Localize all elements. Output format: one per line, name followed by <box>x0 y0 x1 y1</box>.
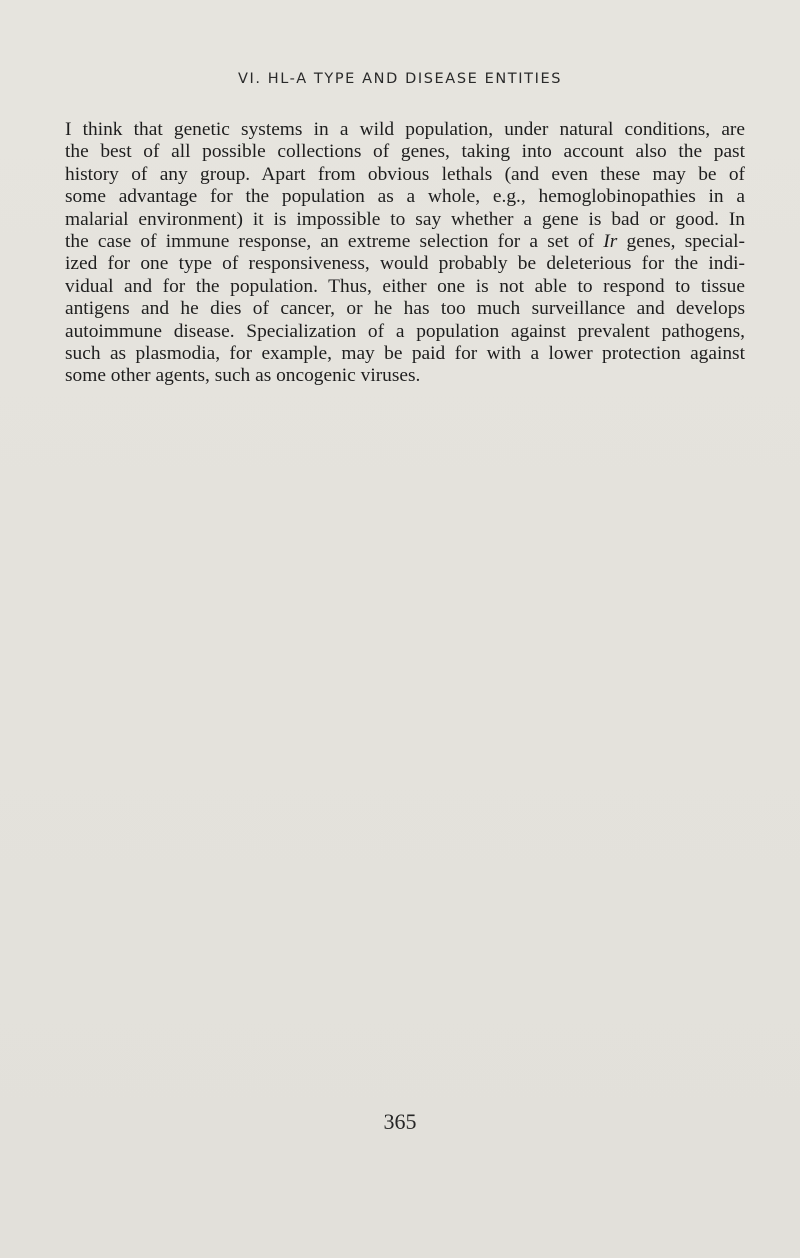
paragraph-line-4: some advantage for the population as a whole, e.g., hemoglobinopathies in a <box>65 186 745 208</box>
paragraph-line-10: autoimmune disease. Specialization of a population against prevalent pathogens, <box>65 320 745 342</box>
paragraph-line-1: I think that genetic systems in a wild population, under natural conditions, are <box>65 119 745 140</box>
paragraph-line-8: vidual and for the population. Thus, either one is not able to respond to tissue <box>65 275 745 297</box>
page-number: 365 <box>383 1109 417 1134</box>
paragraph-line-7: ized for one type of responsiveness, would probably be deleterious for the indi- <box>65 253 745 275</box>
paragraph-line-6 <box>65 231 745 253</box>
ir-genes-italic: Ir <box>603 231 618 253</box>
paragraph-line-3: history of any group. Apart from obvious lethals (and even these may be of <box>65 163 745 185</box>
line-6-text-after: genes, special- <box>617 231 745 253</box>
paragraph-line-12: some other agents, such as oncogenic viruses. <box>65 365 421 387</box>
paragraph-line-11: such as plasmodia, for example, may be paid for with a lower protection against <box>65 343 745 365</box>
body-paragraph <box>65 119 745 388</box>
paragraph-line-5: malarial environment) it is impossible to say whether a gene is bad or good. In <box>65 208 745 230</box>
paragraph-line-2: the best of all possible collections of genes, taking into account also the past <box>65 141 745 163</box>
line-6-text-before: the case of immune response, an extreme selection for a set of <box>65 231 604 253</box>
running-head: VI. HL-A TYPE AND DISEASE ENTITIES <box>237 71 563 87</box>
paragraph-line-9: antigens and he dies of cancer, or he has too much surveillance and develops <box>65 298 745 320</box>
